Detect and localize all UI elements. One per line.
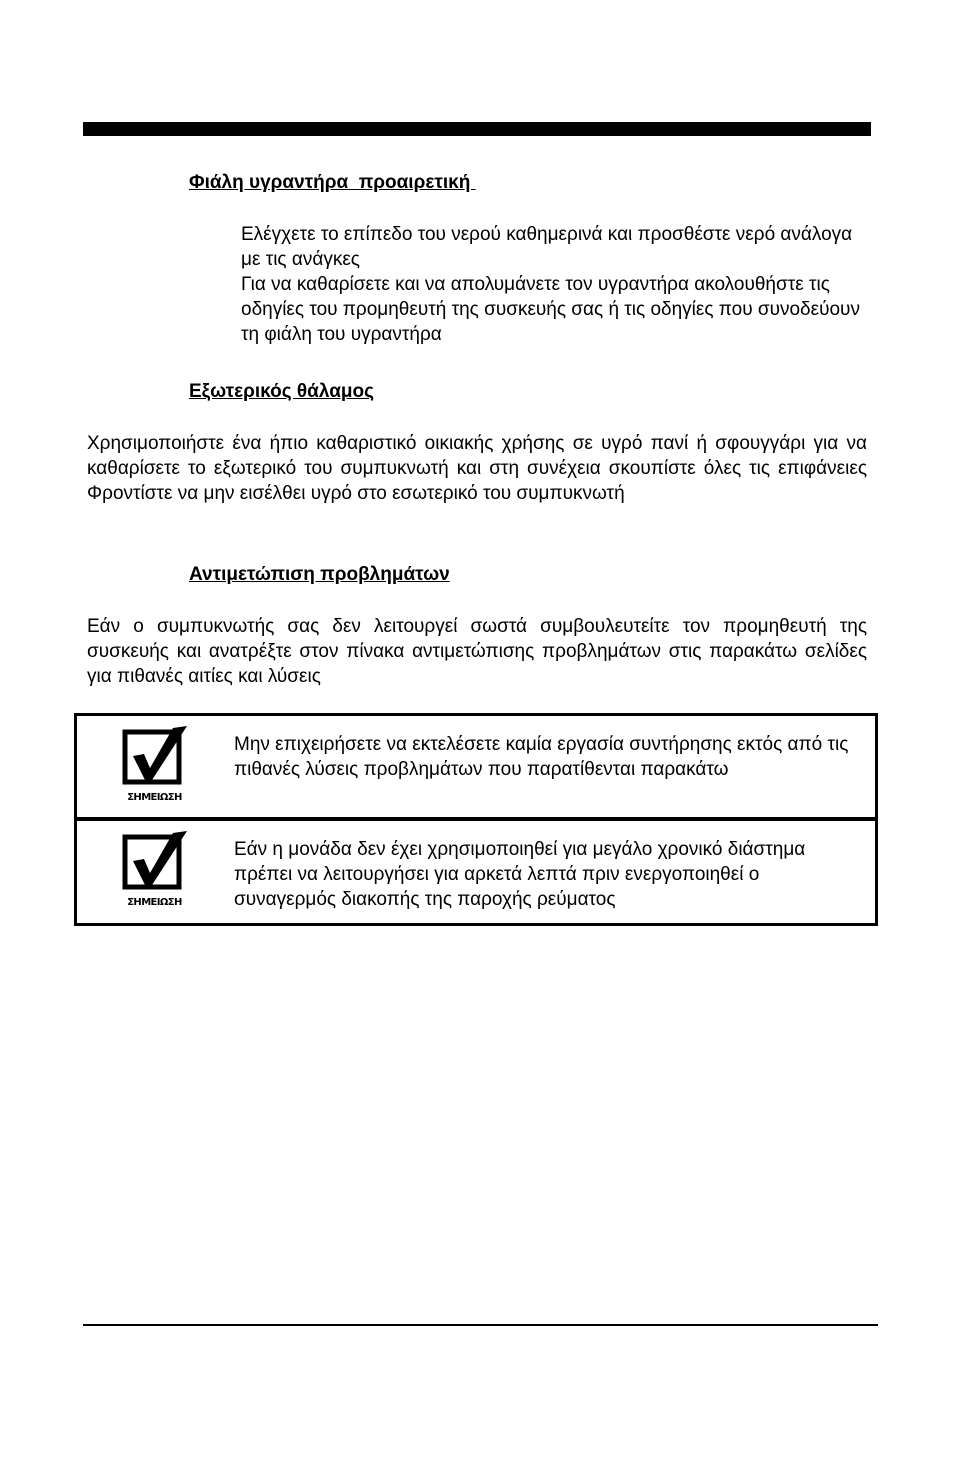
humidifier-instructions (241, 222, 871, 347)
exterior-cabinet-paragraph: Χρησιμοποιήστε ένα ήπιο καθαριστικό οικιακής χρήσης σε υγρό πανί ή σφουγγάρι για να καθαρίσετε το εξωτερικό του συμπυκνωτή και στη συνέχεια σκουπίστε όλες τις επιφάνειες Φροντίστε να μην εισέλθει υγρό στο εσωτερικό του συμπυκνωτή (87, 433, 867, 504)
exterior-cabinet-heading: Εξωτερικός θάλαμος (189, 381, 374, 402)
note-caption: ΣΗΜΕΙΩΣΗ (127, 792, 182, 803)
troubleshooting-heading: Αντιμετώπιση προβλημάτων (189, 564, 450, 585)
header-rule (83, 122, 871, 136)
note-row (77, 821, 875, 922)
note-text: Εάν η μονάδα δεν έχει χρησιμοποιηθεί για μεγάλο χρονικό διάστημα πρέπει να λειτουργήσει για αρκετά λεπτά πριν ενεργοποιηθεί ο συναγερμός διακοπής της παροχής ρεύματος (234, 839, 806, 910)
footer-rule (83, 1324, 878, 1326)
note-icon-group (117, 831, 192, 913)
note-caption: ΣΗΜΕΙΩΣΗ (127, 897, 182, 908)
checkbox-check-icon (117, 831, 192, 895)
checkbox-check-icon (117, 726, 192, 790)
humidifier-instruction-1: Ελέγχετε το επίπεδο του νερού καθημερινά και προσθέστε νερό ανάλογα με τις ανάγκες (241, 224, 853, 270)
note-icon-group (117, 726, 192, 808)
humidifier-heading: Φιάλη υγραντήρα προαιρετική (189, 172, 476, 193)
humidifier-instruction-2: Για να καθαρίσετε και να απολυμάνετε τον υγραντήρα ακολουθήστε τις οδηγίες του προμηθευτή της συσκευής σας ή τις οδηγίες που συνοδεύουν τη φιάλη του υγραντήρα (241, 274, 860, 345)
notes-table (74, 713, 878, 926)
note-text: Μην επιχειρήσετε να εκτελέσετε καμία εργασία συντήρησης εκτός από τις πιθανές λύσεις προβλημάτων που παρατίθενται παρακάτω (234, 734, 849, 780)
troubleshooting-paragraph: Εάν ο συμπυκνωτής σας δεν λειτουργεί σωστά συμβουλευτείτε τον προμηθευτή της συσκευής και ανατρέξτε στον πίνακα αντιμετώπισης προβλημάτων στις παρακάτω σελίδες για πιθανές αιτίες και λύσεις (87, 616, 867, 687)
note-row (77, 716, 875, 821)
